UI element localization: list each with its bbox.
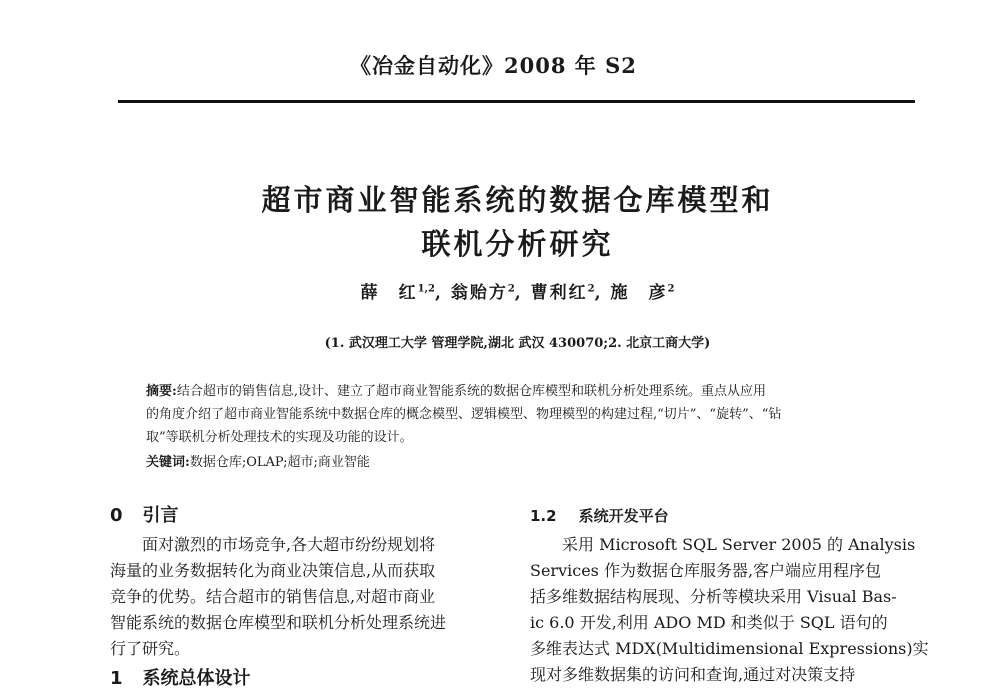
author-separator: , (434, 283, 443, 303)
paper-title-line-2: 联机分析研究 (421, 227, 614, 261)
section-number: 0 (110, 505, 123, 526)
keywords (146, 451, 370, 470)
section-number: 1 (110, 668, 123, 689)
paper-title-line-1: 超市商业智能系统的数据仓库模型和 (261, 183, 774, 217)
section-title: 系统总体设计 (142, 668, 251, 689)
author-affil-mark: 1,2 (417, 283, 435, 295)
author-separator: , (514, 283, 523, 303)
body-line: 智能系统的数据仓库模型和联机分析处理系统进 (110, 613, 447, 632)
subsection-number: 1.2 (530, 507, 557, 525)
journal-header: 《冶金自动化》2008 年 S2 (350, 53, 637, 78)
abstract-text: 结合超市的销售信息,设计、建立了超市商业智能系统的数据仓库模型和联机分析处理系统。重点从应用 (176, 384, 766, 399)
abstract-line: 的角度介绍了超市商业智能系统中数据仓库的概念模型、逻辑模型、物理模型的构建过程,“切片”、“旋转”、“钻 (146, 407, 782, 422)
body-line: 采用 Microsoft SQL Server 2005 的 Analysis (530, 535, 916, 554)
section-heading-0 (110, 501, 179, 527)
section-heading-1 (110, 664, 251, 690)
body-line: 海量的业务数据转化为商业决策信息,从而获取 (110, 561, 436, 580)
body-line: 行了研究。 (110, 639, 191, 658)
keywords-text: 数据仓库;OLAP;超市;商业智能 (189, 455, 370, 470)
section-title: 引言 (142, 505, 179, 526)
body-line: ic 6.0 开发,利用 ADO MD 和类似于 SQL 语句的 (530, 613, 888, 632)
author-list (120, 278, 915, 303)
body-line: 多维表达式 MDX(Multidimensional Expressions)实 (530, 639, 929, 658)
abstract-label: 摘要: (146, 384, 177, 399)
author-name: 施 彦 (610, 283, 668, 303)
author-name: 曹利红 (530, 283, 588, 303)
body-line: 面对激烈的市场竞争,各大超市纷纷规划将 (110, 535, 436, 554)
abstract-line: 取”等联机分析处理技术的实现及功能的设计。 (146, 430, 413, 445)
author-name: 薛 红 (360, 283, 418, 303)
body-line: 竞争的优势。结合超市的销售信息,对超市商业 (110, 587, 436, 606)
abstract-line (146, 380, 896, 403)
body-line: 现对多维数据集的访问和查询,通过对决策支持 (530, 665, 856, 684)
author-affil-mark: 2 (667, 283, 675, 295)
body-line: 括多维数据结构展现、分析等模块采用 Visual Bas- (530, 587, 897, 606)
subsection-title: 系统开发平台 (578, 507, 669, 525)
author-affil-mark: 2 (587, 283, 595, 295)
section-0-body (110, 532, 502, 662)
abstract (146, 380, 896, 449)
affiliations: (1. 武汉理工大学 管理学院,湖北 武汉 430070;2. 北京工商大学) (324, 336, 711, 351)
author-affil-mark: 2 (507, 283, 515, 295)
body-line: Services 作为数据仓库服务器,客户端应用程序包 (530, 561, 882, 580)
author-separator: , (594, 283, 603, 303)
section-1-2-body (530, 532, 929, 688)
author-name: 翁贻方 (450, 283, 508, 303)
header-rule (118, 100, 915, 103)
keywords-label: 关键词: (146, 455, 190, 470)
subsection-heading-1-2 (530, 505, 669, 526)
